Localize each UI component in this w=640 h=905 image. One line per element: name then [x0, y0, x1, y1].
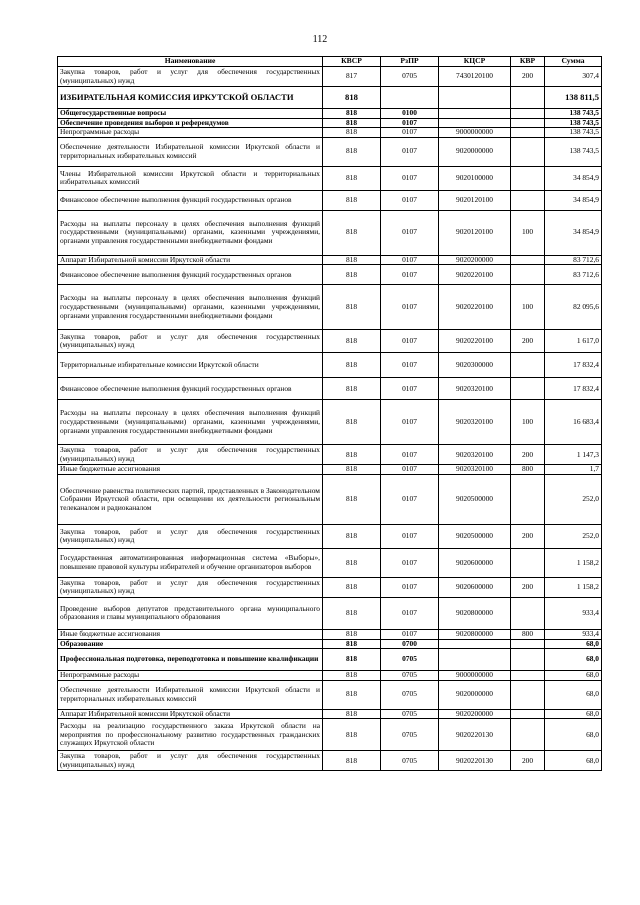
cell-sum: 68,0	[545, 671, 602, 681]
cell-rzpr: 0705	[381, 719, 439, 751]
cell-kcsr	[439, 649, 511, 671]
cell-name: Финансовое обеспечение выполнения функций государственных органов	[58, 378, 323, 400]
cell-kcsr: 9020500000	[439, 474, 511, 524]
cell-sum: 138 743,5	[545, 128, 602, 138]
cell-name: Аппарат Избирательной комиссии Иркутской области	[58, 255, 323, 265]
cell-kvr	[511, 709, 545, 719]
cell-kcsr: 9020320100	[439, 445, 511, 465]
cell-rzpr: 0107	[381, 548, 439, 577]
cell-rzpr: 0705	[381, 709, 439, 719]
cell-name: Иные бюджетные ассигнования	[58, 629, 323, 639]
cell-name: Профессиональная подготовка, переподготовка и повышение квалификации	[58, 649, 323, 671]
table-row	[58, 285, 602, 330]
cell-kvr	[511, 597, 545, 629]
table-row	[58, 597, 602, 629]
table-row	[58, 109, 602, 119]
cell-kcsr: 9020000000	[439, 137, 511, 166]
cell-kvr: 100	[511, 400, 545, 445]
cell-kvr	[511, 548, 545, 577]
cell-rzpr: 0107	[381, 118, 439, 128]
cell-rzpr: 0107	[381, 524, 439, 548]
cell-sum: 138 743,5	[545, 109, 602, 119]
table-row	[58, 128, 602, 138]
cell-kcsr: 9020320100	[439, 378, 511, 400]
cell-rzpr: 0107	[381, 285, 439, 330]
cell-kcsr: 9000000000	[439, 671, 511, 681]
header-name: Наименование	[58, 57, 323, 67]
table-row	[58, 265, 602, 285]
cell-sum: 1 158,2	[545, 577, 602, 597]
cell-kvsr: 818	[323, 128, 381, 138]
cell-name: Обеспечение проведения выборов и референдумов	[58, 118, 323, 128]
table-row	[58, 671, 602, 681]
cell-kcsr: 9020220100	[439, 265, 511, 285]
table-row	[58, 330, 602, 353]
cell-kvsr: 818	[323, 751, 381, 771]
table-row	[58, 378, 602, 400]
cell-kvsr: 818	[323, 137, 381, 166]
cell-kvr: 100	[511, 285, 545, 330]
cell-name: Государственная автоматизированная информационная система «Выборы», повышение правовой культуры избирателей и обучение организаторов выборов	[58, 548, 323, 577]
cell-rzpr: 0107	[381, 137, 439, 166]
cell-sum: 16 683,4	[545, 400, 602, 445]
cell-kcsr: 9020200000	[439, 255, 511, 265]
table-row	[58, 166, 602, 190]
cell-sum: 1 147,3	[545, 445, 602, 465]
header-kvsr: КВСР	[323, 57, 381, 67]
cell-name: Обеспечение деятельности Избирательной комиссии Иркутской области и территориальных избирательных комиссий	[58, 137, 323, 166]
cell-name: Закупка товаров, работ и услуг для обеспечения государственных (муниципальных) нужд	[58, 445, 323, 465]
page-number: 112	[312, 34, 328, 45]
table-row	[58, 680, 602, 709]
cell-rzpr: 0100	[381, 109, 439, 119]
cell-kvr: 200	[511, 330, 545, 353]
cell-rzpr: 0107	[381, 265, 439, 285]
cell-kvsr: 818	[323, 109, 381, 119]
cell-sum: 252,0	[545, 474, 602, 524]
cell-kcsr	[439, 109, 511, 119]
cell-rzpr: 0107	[381, 166, 439, 190]
cell-kvsr: 818	[323, 680, 381, 709]
cell-sum: 138 743,5	[545, 137, 602, 166]
cell-kvsr: 818	[323, 87, 381, 109]
cell-kvr	[511, 137, 545, 166]
cell-kcsr: 9020300000	[439, 353, 511, 378]
cell-rzpr: 0107	[381, 445, 439, 465]
cell-kvsr: 818	[323, 445, 381, 465]
cell-rzpr: 0107	[381, 629, 439, 639]
cell-name: Финансовое обеспечение выполнения функций государственных органов	[58, 190, 323, 210]
cell-name: Территориальные избирательные комиссии Иркутской области	[58, 353, 323, 378]
cell-kcsr: 9020000000	[439, 680, 511, 709]
cell-kcsr: 9020220100	[439, 285, 511, 330]
cell-kvsr: 818	[323, 285, 381, 330]
cell-rzpr: 0107	[381, 210, 439, 255]
table-body	[58, 67, 602, 771]
cell-sum: 68,0	[545, 709, 602, 719]
table-row	[58, 67, 602, 87]
cell-kvsr: 818	[323, 649, 381, 671]
table-row	[58, 210, 602, 255]
cell-kcsr: 9020500000	[439, 524, 511, 548]
table-row	[58, 629, 602, 639]
cell-rzpr: 0705	[381, 671, 439, 681]
cell-sum: 1 158,2	[545, 548, 602, 577]
cell-sum: 83 712,6	[545, 255, 602, 265]
cell-kcsr: 9000000000	[439, 128, 511, 138]
cell-sum: 307,4	[545, 67, 602, 87]
cell-kcsr: 9020220130	[439, 751, 511, 771]
cell-sum: 68,0	[545, 639, 602, 649]
cell-sum: 34 854,9	[545, 190, 602, 210]
cell-kvsr: 818	[323, 353, 381, 378]
cell-kvsr: 818	[323, 118, 381, 128]
cell-rzpr: 0107	[381, 190, 439, 210]
cell-name: Финансовое обеспечение выполнения функций государственных органов	[58, 265, 323, 285]
table-row	[58, 639, 602, 649]
cell-name: ИЗБИРАТЕЛЬНАЯ КОМИССИЯ ИРКУТСКОЙ ОБЛАСТИ	[58, 87, 323, 109]
cell-kcsr: 9020600000	[439, 577, 511, 597]
cell-kvr: 800	[511, 629, 545, 639]
cell-kvr	[511, 87, 545, 109]
cell-kvr	[511, 680, 545, 709]
cell-rzpr: 0107	[381, 577, 439, 597]
table-row	[58, 577, 602, 597]
cell-kvr	[511, 474, 545, 524]
cell-kcsr: 9020100000	[439, 166, 511, 190]
cell-kvr: 200	[511, 524, 545, 548]
cell-kvr	[511, 128, 545, 138]
cell-rzpr: 0107	[381, 378, 439, 400]
cell-sum: 34 854,9	[545, 166, 602, 190]
table-row	[58, 719, 602, 751]
cell-kvr: 200	[511, 751, 545, 771]
cell-kcsr: 9020320100	[439, 400, 511, 445]
cell-name: Закупка товаров, работ и услуг для обеспечения государственных (муниципальных) нужд	[58, 67, 323, 87]
cell-kvsr: 818	[323, 166, 381, 190]
cell-kvsr: 817	[323, 67, 381, 87]
table-row	[58, 474, 602, 524]
cell-rzpr: 0107	[381, 474, 439, 524]
table-row	[58, 400, 602, 445]
cell-sum: 138 743,5	[545, 118, 602, 128]
cell-kcsr: 7430120100	[439, 67, 511, 87]
cell-kvr	[511, 255, 545, 265]
table-row	[58, 118, 602, 128]
cell-kcsr: 9020600000	[439, 548, 511, 577]
cell-rzpr: 0107	[381, 353, 439, 378]
cell-kvr	[511, 166, 545, 190]
cell-sum: 933,4	[545, 629, 602, 639]
table-row	[58, 190, 602, 210]
cell-kvsr: 818	[323, 474, 381, 524]
cell-sum: 1,7	[545, 465, 602, 475]
cell-kvr: 100	[511, 210, 545, 255]
cell-sum: 68,0	[545, 680, 602, 709]
cell-kcsr: 9020200000	[439, 709, 511, 719]
cell-rzpr: 0107	[381, 400, 439, 445]
cell-name: Закупка товаров, работ и услуг для обеспечения государственных (муниципальных) нужд	[58, 524, 323, 548]
cell-kvsr: 818	[323, 671, 381, 681]
cell-sum: 138 811,5	[545, 87, 602, 109]
cell-sum: 34 854,9	[545, 210, 602, 255]
cell-name: Расходы на выплаты персоналу в целях обеспечения выполнения функций государственными (муниципальными) органами, казенными учреждениями, органами управления государственными внебюджетными фондами	[58, 210, 323, 255]
cell-rzpr: 0107	[381, 597, 439, 629]
cell-kvsr: 818	[323, 524, 381, 548]
cell-name: Закупка товаров, работ и услуг для обеспечения государственных (муниципальных) нужд	[58, 577, 323, 597]
cell-rzpr: 0705	[381, 649, 439, 671]
cell-kcsr: 9020800000	[439, 597, 511, 629]
cell-kcsr	[439, 118, 511, 128]
table-row	[58, 524, 602, 548]
cell-rzpr: 0107	[381, 465, 439, 475]
cell-kvsr: 818	[323, 548, 381, 577]
cell-kvsr: 818	[323, 597, 381, 629]
table-row	[58, 751, 602, 771]
table-row	[58, 87, 602, 109]
cell-kvr	[511, 378, 545, 400]
cell-name: Иные бюджетные ассигнования	[58, 465, 323, 475]
cell-kvsr: 818	[323, 378, 381, 400]
cell-kvsr: 818	[323, 719, 381, 751]
table-header-row	[58, 57, 602, 67]
cell-sum: 68,0	[545, 751, 602, 771]
cell-kcsr	[439, 87, 511, 109]
cell-name: Закупка товаров, работ и услуг для обеспечения государственных (муниципальных) нужд	[58, 330, 323, 353]
cell-kvsr: 818	[323, 190, 381, 210]
cell-kvr	[511, 109, 545, 119]
cell-sum: 933,4	[545, 597, 602, 629]
table-row	[58, 255, 602, 265]
cell-name: Проведение выборов депутатов представительного органа муниципального образования и главы муниципального образования	[58, 597, 323, 629]
cell-kvr	[511, 265, 545, 285]
cell-kcsr: 9020220100	[439, 330, 511, 353]
cell-sum: 1 617,0	[545, 330, 602, 353]
cell-kcsr: 9020320100	[439, 465, 511, 475]
cell-name: Общегосударственные вопросы	[58, 109, 323, 119]
cell-kvsr: 818	[323, 465, 381, 475]
cell-sum: 17 832,4	[545, 353, 602, 378]
cell-kvr	[511, 649, 545, 671]
cell-kvsr: 818	[323, 330, 381, 353]
cell-name: Расходы на выплаты персоналу в целях обеспечения выполнения функций государственными (муниципальными) органами, казенными учреждениями, органами управления государственными внебюджетными фондами	[58, 285, 323, 330]
cell-kvr	[511, 639, 545, 649]
cell-name: Непрограммные расходы	[58, 671, 323, 681]
cell-kcsr: 9020120100	[439, 190, 511, 210]
cell-kvsr: 818	[323, 577, 381, 597]
cell-kvsr: 818	[323, 629, 381, 639]
cell-rzpr: 0705	[381, 751, 439, 771]
cell-name: Члены Избирательной комиссии Иркутской области и территориальных избирательных комиссий	[58, 166, 323, 190]
cell-kvr	[511, 353, 545, 378]
cell-kcsr	[439, 639, 511, 649]
cell-kvr	[511, 671, 545, 681]
cell-kvr: 200	[511, 67, 545, 87]
cell-sum: 68,0	[545, 649, 602, 671]
cell-name: Образование	[58, 639, 323, 649]
cell-sum: 17 832,4	[545, 378, 602, 400]
cell-name: Аппарат Избирательной комиссии Иркутской области	[58, 709, 323, 719]
table-row	[58, 353, 602, 378]
cell-name: Обеспечение деятельности Избирательной комиссии Иркутской области и территориальных избирательных комиссий	[58, 680, 323, 709]
header-rzpr: РзПР	[381, 57, 439, 67]
cell-name: Обеспечение равенства политических партий, представленных в Законодательном Собрании Иркутской области, при освещении их деятельности региональным телеканалом и радиоканалом	[58, 474, 323, 524]
cell-kvr: 200	[511, 445, 545, 465]
table-row	[58, 137, 602, 166]
cell-name: Расходы на реализацию государственного заказа Иркутской области на мероприятия по профессиональному развитию государственных гражданских служащих Иркутской области	[58, 719, 323, 751]
table-row	[58, 709, 602, 719]
cell-sum: 252,0	[545, 524, 602, 548]
cell-name: Закупка товаров, работ и услуг для обеспечения государственных (муниципальных) нужд	[58, 751, 323, 771]
budget-table	[57, 56, 602, 771]
table-row	[58, 649, 602, 671]
cell-kvsr: 818	[323, 400, 381, 445]
cell-rzpr	[381, 87, 439, 109]
cell-kvr	[511, 190, 545, 210]
cell-rzpr: 0705	[381, 67, 439, 87]
cell-sum: 83 712,6	[545, 265, 602, 285]
cell-kcsr: 9020120100	[439, 210, 511, 255]
cell-kvsr: 818	[323, 639, 381, 649]
cell-rzpr: 0107	[381, 128, 439, 138]
cell-kvsr: 818	[323, 210, 381, 255]
cell-sum: 82 095,6	[545, 285, 602, 330]
table-row	[58, 465, 602, 475]
header-kvr: КВР	[511, 57, 545, 67]
header-kcsr: КЦСР	[439, 57, 511, 67]
cell-name: Расходы на выплаты персоналу в целях обеспечения выполнения функций государственными (муниципальными) органами, казенными учреждениями, органами управления государственными внебюджетными фондами	[58, 400, 323, 445]
cell-kvsr: 818	[323, 265, 381, 285]
cell-kvsr: 818	[323, 709, 381, 719]
cell-kvsr: 818	[323, 255, 381, 265]
cell-name: Непрограммные расходы	[58, 128, 323, 138]
cell-kvr	[511, 118, 545, 128]
cell-kvr: 800	[511, 465, 545, 475]
cell-rzpr: 0705	[381, 680, 439, 709]
cell-kcsr: 9020800000	[439, 629, 511, 639]
cell-rzpr: 0107	[381, 255, 439, 265]
header-sum: Сумма	[545, 57, 602, 67]
cell-rzpr: 0107	[381, 330, 439, 353]
table-row	[58, 548, 602, 577]
cell-kcsr: 9020220130	[439, 719, 511, 751]
cell-kvr	[511, 719, 545, 751]
cell-sum: 68,0	[545, 719, 602, 751]
table-row	[58, 445, 602, 465]
cell-kvr: 200	[511, 577, 545, 597]
cell-rzpr: 0700	[381, 639, 439, 649]
